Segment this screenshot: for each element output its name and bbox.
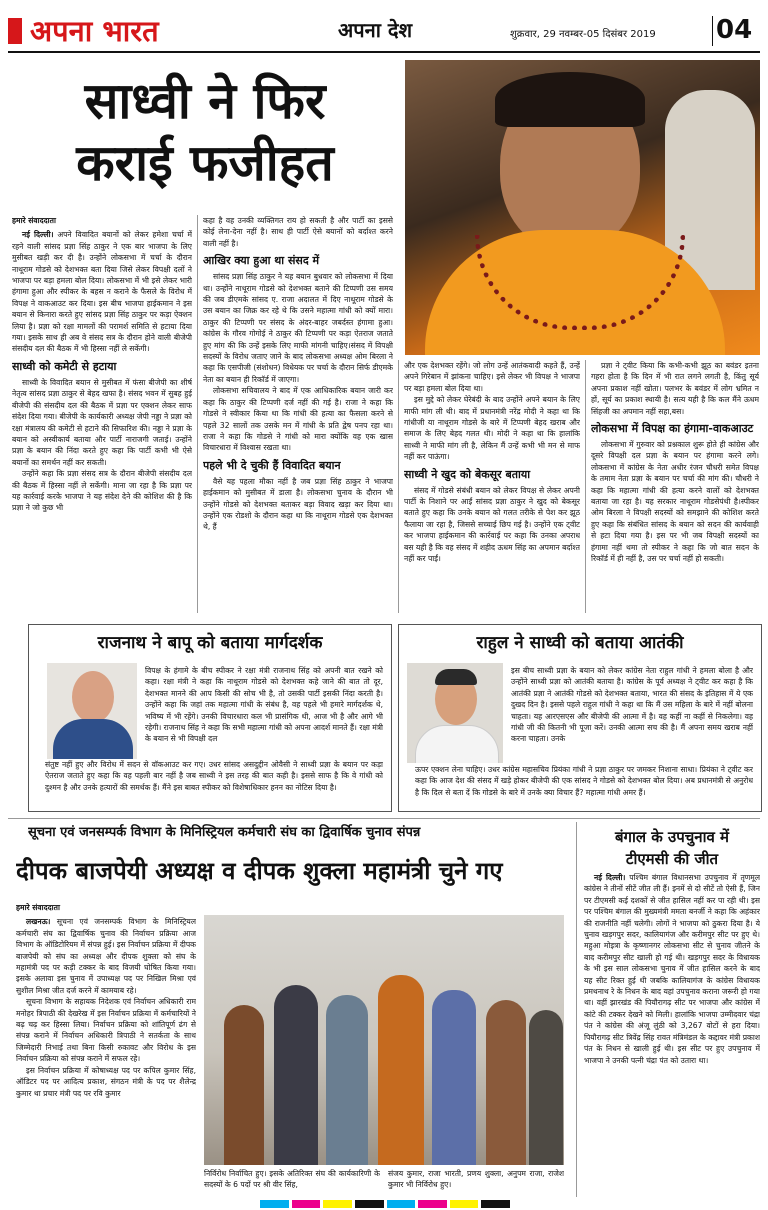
story-text: सूचना एवं जनसम्पर्क विभाग के मिनिस्ट्रियल कर्मचारी संघ का द्विवार्षिक चुनाव की निर्वाचन प्रक्रिया आज विभाग के ऑडिटोरियम में संपन्न हुई। इस निर्वाचन प्रक्रिया में दीपक बाजपेयी को संघ का अध्यक्ष और दीपक शुक्ला को संघ के महामंत्री पद पर कड़ी टक्कर के बाद विजयी घोषित किया गया। इसके अलावा इस चुनाव में उपाध्यक्ष पद पर निखिल मिश्रा एवं सुशील मिश्रा जीत दर्ज करने में कामयाब रहे। — [16, 917, 196, 995]
box-text: विपक्ष के हंगामे के बीच स्पीकर ने रक्षा मंत्री राजनाथ सिंह को अपनी बात रखने को कहा। रक्षा मंत्री ने कहा कि नाथूराम गोडसे को देशभक्त कहे जाने की बात तो दूर, देशभक्त मानने की आप किसी की सोच भी है, तो उसकी पार्टी इसकी निंदा करती है। उन्होंने कहा कि जहां तक महात्मा गांधी के संबंध है, वह पहले भी हमारे मार्गदर्शक थे, भविष्य में भी रहेंगे। उनकी विचारधारा कल भी प्रासंगिक थी, आज भी है और आगे भी रहेगी। राजनाथ सिंह ने कहा कि सभी महात्मा गांधी को अपना आदर्श मानते हैं। रक्षा मंत्री के बयान से भी विपक्षी दल — [145, 666, 383, 744]
story-paragraph — [584, 872, 760, 1066]
story-paragraph: साध्वी के विवादित बयान से मुसीबत में फंसा बीजेपी का शीर्ष नेतृत्व सांसद प्रज्ञा ठाकुर से बेहद खफा है। संसद भवन में सुबह हुई बीजेपी की संसदीय दल की बैठक में प्रज्ञा पर एक्शन लेकर साफ संदेश दिया गया। बीजेपी के कार्यकारी अध्यक्ष जेपी नड्डा ने प्रज्ञा को रक्षा मंत्रालय की कमेटी से हटाने की सिफारिश की। नड्डा ने प्रज्ञा के बयान को अस्वीकार्य बताया और पार्टी नाराजगी जताई। उन्होंने प्रज्ञा के बयान की निंदा करते हुए कहा कि पार्टी कभी भी ऐसे बयानों का समर्थन नहीं कर सकती। — [12, 377, 192, 467]
column-divider — [576, 822, 577, 1197]
column-divider — [585, 360, 586, 613]
lower-story-column-1 — [16, 902, 196, 1190]
lower-headline: दीपक बाजपेयी अध्यक्ष व दीपक शुक्ला महामंत्री चुने गए — [16, 856, 503, 885]
subheading: आखिर क्या हुआ था संसद में — [203, 254, 320, 268]
section-rule — [8, 818, 760, 819]
column-divider — [197, 215, 198, 613]
logo-text: अपना भारत — [30, 14, 159, 48]
color-swatch — [260, 1200, 289, 1208]
group-person — [274, 985, 318, 1165]
section-title: अपना देश — [338, 18, 413, 42]
color-swatch — [323, 1200, 352, 1208]
header-rule — [8, 51, 760, 53]
story-paragraph — [12, 229, 192, 354]
main-story-column-1 — [12, 215, 192, 615]
main-headline-line-1: साध्वी ने फिर — [84, 71, 326, 130]
story-paragraph — [16, 916, 196, 996]
story-paragraph: वैसे यह पहला मौका नहीं है जब प्रज्ञा सिंह ठाकुर ने भाजपा हाईकमान को मुसीबत में डाला है। लोकसभा चुनाव के दौरान भी उन्होंने गोडसे को देशभक्त बताकर बड़ा विवाद खड़ा कर दिया था। उन्होंने एक रोडशो के दौरान कहा था कि नाथूराम गोडसे एक देशभक्त थे, हैं — [203, 476, 393, 532]
photo-caption-col-2: निर्विरोध निर्वाचित हुए। इसके अतिरिक्त संघ की कार्यकारिणी के सदस्यों के 6 पदों पर श्री वीर सिंह, — [204, 1169, 380, 1190]
registration-marks — [260, 1200, 510, 1208]
rahul-box — [398, 624, 762, 812]
subheading: लोकसभा में विपक्ष का हंगामा-वाकआउट — [591, 422, 754, 436]
side-headline-line-1: बंगाल के उपचुनाव में — [614, 828, 730, 846]
color-swatch — [355, 1200, 384, 1208]
rahul-photo — [407, 663, 503, 763]
box-text: ऊपर एक्शन लेना चाहिए। उधर कांग्रेस महासचिव प्रियंका गांधी ने प्रज्ञा ठाकुर पर जमकर निशाना साधा। प्रियंका ने ट्वीट कर कहा कि आज देश की संसद में खड़े होकर बीजेपी की एक सांसद ने गोडसे को देशभक्त बोल दिया। अब प्रधानमंत्री से अनुरोध है कि दिल से बता दें कि गोडसे के बारे में उनके क्या विचार हैं? महात्मा गांधी अमर हैं। — [415, 765, 753, 797]
byline: हमारे संवाददाता — [12, 216, 56, 225]
color-swatch — [418, 1200, 447, 1208]
photo-hair — [435, 669, 477, 685]
rajnath-photo — [47, 663, 137, 759]
photo-face — [72, 671, 114, 723]
group-person — [224, 1005, 264, 1165]
main-headline-line-2: कराई फजीहत — [76, 133, 334, 192]
color-swatch — [481, 1200, 510, 1208]
story-paragraph: और एक देशभक्त रहेंगे। जो लोग उन्हें आतंकवादी कहते हैं, उन्हें अपने गिरेबान में झांकना चाहिए। इसे लेकर भी विपक्ष ने भाजपा पर बड़ा हमला बोल दिया था। — [404, 361, 580, 393]
logo-red-block — [8, 18, 22, 44]
story-text: अपने विवादित बयानों को लेकर हमेशा चर्चा में रहने वाली सांसद प्रज्ञा सिंह ठाकुर ने एक बार भाजपा के लिए मुसीबत खड़ी कर दी है। उन्होंने लोकसभा में चर्चा के दौरान नाथूराम गोडसे को देशभक्त बता दिया जिसे लेकर विपक्षी दलों ने भाजपा पर बड़ा हमला बोल दिया। लोकसभा में भी इसे लेकर भारी हंगामा हुआ और स्पीकर के बहस न कराने के फैसले के विरोध में विपक्ष ने वाकआउट कर दिया। इस बीच भाजपा हाईकमान ने इस बयान से किनारा करते हुए सांसद प्रज्ञा सिंह ठाकुर पर कड़ा ऐक्शन लिया है। प्रज्ञा को रक्षा मामलों की परामर्श समिति से हटाया दिया गया। इसके साथ ही अब वे संसद सत्र के दौरान होने वाली बीजेपी संसदीय दल की बैठक में भी हिस्सा नहीं ले सकेंगी। — [12, 230, 192, 354]
story-paragraph: संसद में गोडसे संबंधी बयान को लेकर विपक्ष से लेकर अपनी पार्टी के निशाने पर आईं सांसद प्रज्ञा ठाकुर ने खुद को बेकसूर बताते हुए कहा कि उनके बयान को गलत तरीके से पेश कर झूठ फैलाया जा रहा है, जिससे सच्चाई छिप गई है। उन्होंने एक ट्वीट कर भाजपा हाईकमान की कार्रवाई पर कहा कि उनका अपराध बस यही है कि वह संसद में शहीद ऊधम सिंह का अपमान बर्दाश्त नहीं कर पाईं। — [404, 485, 580, 564]
story-paragraph: उन्होंने कहा कि प्रज्ञा संसद सत्र के दौरान बीजेपी संसदीय दल की बैठक में हिस्सा नहीं ले सकेंगी। माना जा रहा है कि प्रज्ञा पर यह कार्रवाई करके भाजपा ने यह संदेश देने की कोशिश की है कि प्रज्ञा ने जो कुछ भी — [12, 469, 192, 513]
story-paragraph: लोकसभा में गुरुवार को प्रश्नकाल शुरू होते ही कांग्रेस और दूसरे विपक्षी दल प्रज्ञा के बयान पर हंगामा करने लगे। लोकसभा में कांग्रेस के नेता अधीर रंजन चौधरी समेत विपक्ष के तमाम नेता प्रज्ञा के बयान पर चर्चा की मांग की। चौधरी ने कहा कि महात्मा गांधी की हत्या करने वालों को देशभक्त बताया जा रहा है। यह सरकार नाथूराम गोडसेपंथी है।स्पीकर ओम बिरला ने विपक्षी सदस्यों को समझाने की कोशिश करते हुए कहा कि संबंधित सांसद के बयान को सदन की कार्यवाही से हटा दिया गया है। इस पर भी जब विपक्षी सदस्यों का हंगामा नहीं थमा तो स्पीकर ने कहा कि जो बात सदन के रिकॉर्ड में ही नहीं है, उस पर चर्चा नहीं हो सकती। — [591, 440, 759, 564]
main-story-column-2 — [203, 215, 393, 615]
sadhvi-photo — [405, 60, 760, 355]
side-story-text — [584, 872, 760, 1194]
color-swatch — [387, 1200, 416, 1208]
group-person — [529, 1010, 563, 1165]
story-text: पश्चिम बंगाल विधानसभा उपचुनाव में तृणमूल कांग्रेस ने तीनों सीटें जीत ली हैं। इनमें से दो सीटें तो ऐसी हैं, जिन पर टीएमसी कई दशकों से जीत हासिल नहीं कर पा रही थी। इस पर पश्चिम बंगाल की मुख्यमंत्री ममता बनर्जी ने कहा कि अहंकार की राजनीति नहीं चलेगी। लोगों ने भाजपा को ठुकरा दिया है। ये चुनाव खड़गपुर सदर, कालियागंज और करीमपुर सीट पर हुए थे। महुआ मोइत्रा के कृष्णानगर लोकसभा सीट से चुनाव जीतने के बाद करीमपुर सीट खाली हो गई थी। खड़गपुर सदर के विधायक के भी इस साल लोकसभा चुनाव में जीत हासिल करने के बाद यह सीट रिक्त हुई थी जबकि कालियागंज के कांग्रेस विधायक प्रमथनाथ रे के निधन के बाद यहां उपचुनाव कराना जरूरी हो गया था। वहीं झारखंड की पियौरागढ़ सीट पर भाजपा और कांग्रेस में कांटे की टक्कर देखने को मिली। हालांकि भाजपा उम्मीदवार चंद्रा पंत ने कांग्रेस की अंजू लुंठी को 3,267 वोटों से हरा दिया। पियौरागढ़ सीट त्रिवेंद्र सिंह रावत मंत्रिमंडल के कद्दावर मंत्री प्रकाश पंत के निधन से खाली हुई थी। इस सीट पर हुए उपचुनाव में भाजपा ने उनकी पत्नी चंद्रा पंत को उतारा था। — [584, 873, 760, 1065]
color-swatch — [292, 1200, 321, 1208]
group-person — [378, 975, 424, 1165]
story-paragraph: इस निर्वाचन प्रक्रिया में कोषाध्यक्ष पद पर कपिल कुमार सिंह, ऑडिटर पद पर आदित्य प्रकाश, संगठन मंत्री के पद पर शैलेन्द्र कुमार था प्रचार मंत्री पद पर रवि कुमार — [16, 1065, 196, 1098]
group-person — [486, 1000, 526, 1165]
dateline: नई दिल्ली। — [594, 873, 626, 882]
box-text: इस बीच साध्वी प्रज्ञा के बयान को लेकर कांग्रेस नेता राहुल गांधी ने हमला बोला है और उन्होंने साध्वी प्रज्ञा को आतंकी बताया है। कांग्रेस के पूर्व अध्यक्ष ने ट्वीट कर कहा है कि आतंकी प्रज्ञा ने आतंकी गोडसे को देशभक्त बताया, भारत की संसद के इतिहास में ये एक दुखद दिन है। इससे पहले राहुल गांधी ने कहा था कि मैं उस महिला के बारे में नहीं बोलना चाहता। यह आरएसएस और बीजेपी की आत्मा में है। वह कहीं ना कहीं से निकलेगा। वह गांधी जी की कितनी भी पूजा करें। उनकी आत्मा सच की है। मैं अपना समय खराब नहीं करना चाहता। उनके — [511, 666, 753, 744]
dateline: लखनऊ। — [26, 917, 51, 927]
page-number: 04 — [716, 15, 753, 45]
date-line: शुक्रवार, 29 नवम्बर-05 दिसंबर 2019 — [510, 29, 656, 40]
box-headline: राहुल ने साध्वी को बताया आतंकी — [476, 633, 684, 653]
box-text: संतुष्ट नहीं हुए और विरोध में सदन से वॉकआउट कर गए। उधर सांसद असदुद्दीन ओवैसी ने साध्वी प्रज्ञा के बयान पर कड़ा ऐतराज जताते हुए कहा कि वह पहली बार नहीं है जब साध्वी ने इस तरह की बात कही है। इससे साफ है कि वे गांधी को दुश्मन है और उनके हत्यारों की समर्थक हैं। मैंने इस बाबत स्पीकर को विशेषाधिकार हनन का नोटिस दिया है। — [45, 760, 383, 792]
photo-shirt — [415, 725, 499, 763]
story-paragraph: कहा है वह उनकी व्यक्तिगत राय हो सकती है और पार्टी का इससे कोई लेना-देना नहीं है। साथ ही पार्टी ऐसे बयानों को बर्दाश्त करने वाली नहीं है। — [203, 216, 393, 248]
group-photo — [204, 915, 564, 1165]
rajnath-box — [28, 624, 392, 812]
story-paragraph: इस मुद्दे को लेकर घेरेबंदी के बाद उन्होंने अपने बयान के लिए माफी मांग ली थी। बाद में प्रधानमंत्री नरेंद्र मोदी ने कहा था कि गांधीजी या नाथूराम गोडसे के बारे में टिप्पणी बेहद खराब और समाज के लिए बेहद गलत थी। मोदी ने कहा था कि हालांकि साध्वी ने माफी मांग ली है, लेकिन मैं उन्हें कभी भी मन से माफ नहीं कर पाऊंगा। — [404, 395, 580, 462]
photo-hair — [495, 72, 645, 127]
subheading: पहले भी दे चुकी हैं विवादित बयान — [203, 458, 341, 472]
column-divider — [398, 360, 399, 613]
story-paragraph: प्रज्ञा ने ट्वीट किया कि कभी-कभी झूठ का बवंडर इतना गहरा होता है कि दिन में भी रात लगने लगती है, किंतु सूर्य अपना प्रकाश नहीं खोता। पलभर के बवंडर में लोग भ्रमित न हों, सूर्य का प्रकाश स्थायी है। सत्य यही है कि कल मैंने ऊधम सिंहजी का अपमान नहीं सहा,बस। — [591, 361, 759, 416]
dateline: नई दिल्ली। — [22, 230, 54, 240]
masthead — [0, 0, 768, 50]
photo-caption-col-3: संजय कुमार, राजा भारती, प्रणय शुक्ला, अनुपम राजा, राजेश कुमार भी निर्विरोध हुए। — [388, 1169, 564, 1190]
side-headline-line-2: टीएमसी की जीत — [625, 850, 719, 868]
group-person — [432, 990, 476, 1165]
main-story-column-4 — [591, 360, 759, 615]
subheading: साध्वी ने खुद को बेकसूर बताया — [404, 467, 531, 481]
photo-suit — [53, 719, 133, 759]
story-paragraph: सांसद प्रज्ञा सिंह ठाकुर ने यह बयान बुधवार को लोकसभा में दिया था। उन्होंने नाथूराम गोडसे को देशभक्त बताने की टिप्पणी उस समय की जब डीएमके सांसद ए. राजा अदालत में दिए नाथूराम गोडसे के उस बयान का जिक्र कर रहे थे कि उसने महात्मा गांधी को क्यों मारा। ठाकुर की टिप्पणी पर संसद के अंदर-बाहर जबर्दस्त हंगामा हुआ। कांग्रेस के गौरव गोगोई ने ठाकुर की टिप्पणी पर कड़ा ऐतराज जताते हुए मांग की कि उन्हें इसके लिए माफी मांगनी चाहिए।संसद में विपक्षी सदस्यों के विरोध जताए जाने के बाद लोकसभा अध्यक्ष ओम बिरला ने कहा कि एसपीजी (संशोधन) विधेयक पर चर्चा के दौरान सिर्फ डीएमके नेता का बयान ही रिकॉर्ड में जाएगा। — [203, 272, 393, 384]
color-swatch — [450, 1200, 479, 1208]
main-headline — [10, 70, 400, 194]
box-headline: राजनाथ ने बापू को बताया मार्गदर्शक — [97, 633, 323, 653]
side-headline — [584, 826, 760, 870]
page-number-divider — [712, 16, 713, 46]
story-paragraph: लोकसभा सचिवालय ने बाद में एक आधिकारिक बयान जारी कर कहा कि ठाकुर की टिप्पणी दर्ज नहीं की गई है। राजा ने कहा कि गोडसे ने स्वीकार किया था कि गांधी की हत्या का फैसला करने से पहले 32 सालों तक उसके मन में गांधी के प्रति द्वेष पनप रहा था। राजा ने कहा कि गोडसे ने गांधी को मारा क्योंकि वह एक खास विचारधारा में विश्वास रखता था। — [203, 386, 393, 453]
main-story-column-3 — [404, 360, 580, 615]
group-person — [326, 995, 368, 1165]
story-paragraph: सूचना विभाग के सहायक निदेशक एवं निर्वाचन अधिकारी राम मनोहर त्रिपाठी की देखरेख में इस निर्वाचन प्रक्रिया में कर्मचारियों ने बढ़ चढ़ कर हिस्सा लिया। निर्वाचन प्रक्रिया को शांतिपूर्ण ढंग से संपन्न कराने में निर्वाचन अधिकारी त्रिपाठी ने सतर्कता के साथ जिम्मेदारी निभाई तथा बिना किसी रुकावट और विरोध के इस निर्वाचन प्रक्रिया को संपन्न कराने में सफल रहे। — [16, 997, 196, 1064]
byline: हमारे संवाददाता — [16, 903, 60, 912]
subheading: साध्वी को कमेटी से हटाया — [12, 359, 117, 373]
lower-kicker: सूचना एवं जनसम्पर्क विभाग के मिनिस्ट्रियल कर्मचारी संघ का द्विवार्षिक चुनाव संपन्न — [28, 825, 421, 840]
